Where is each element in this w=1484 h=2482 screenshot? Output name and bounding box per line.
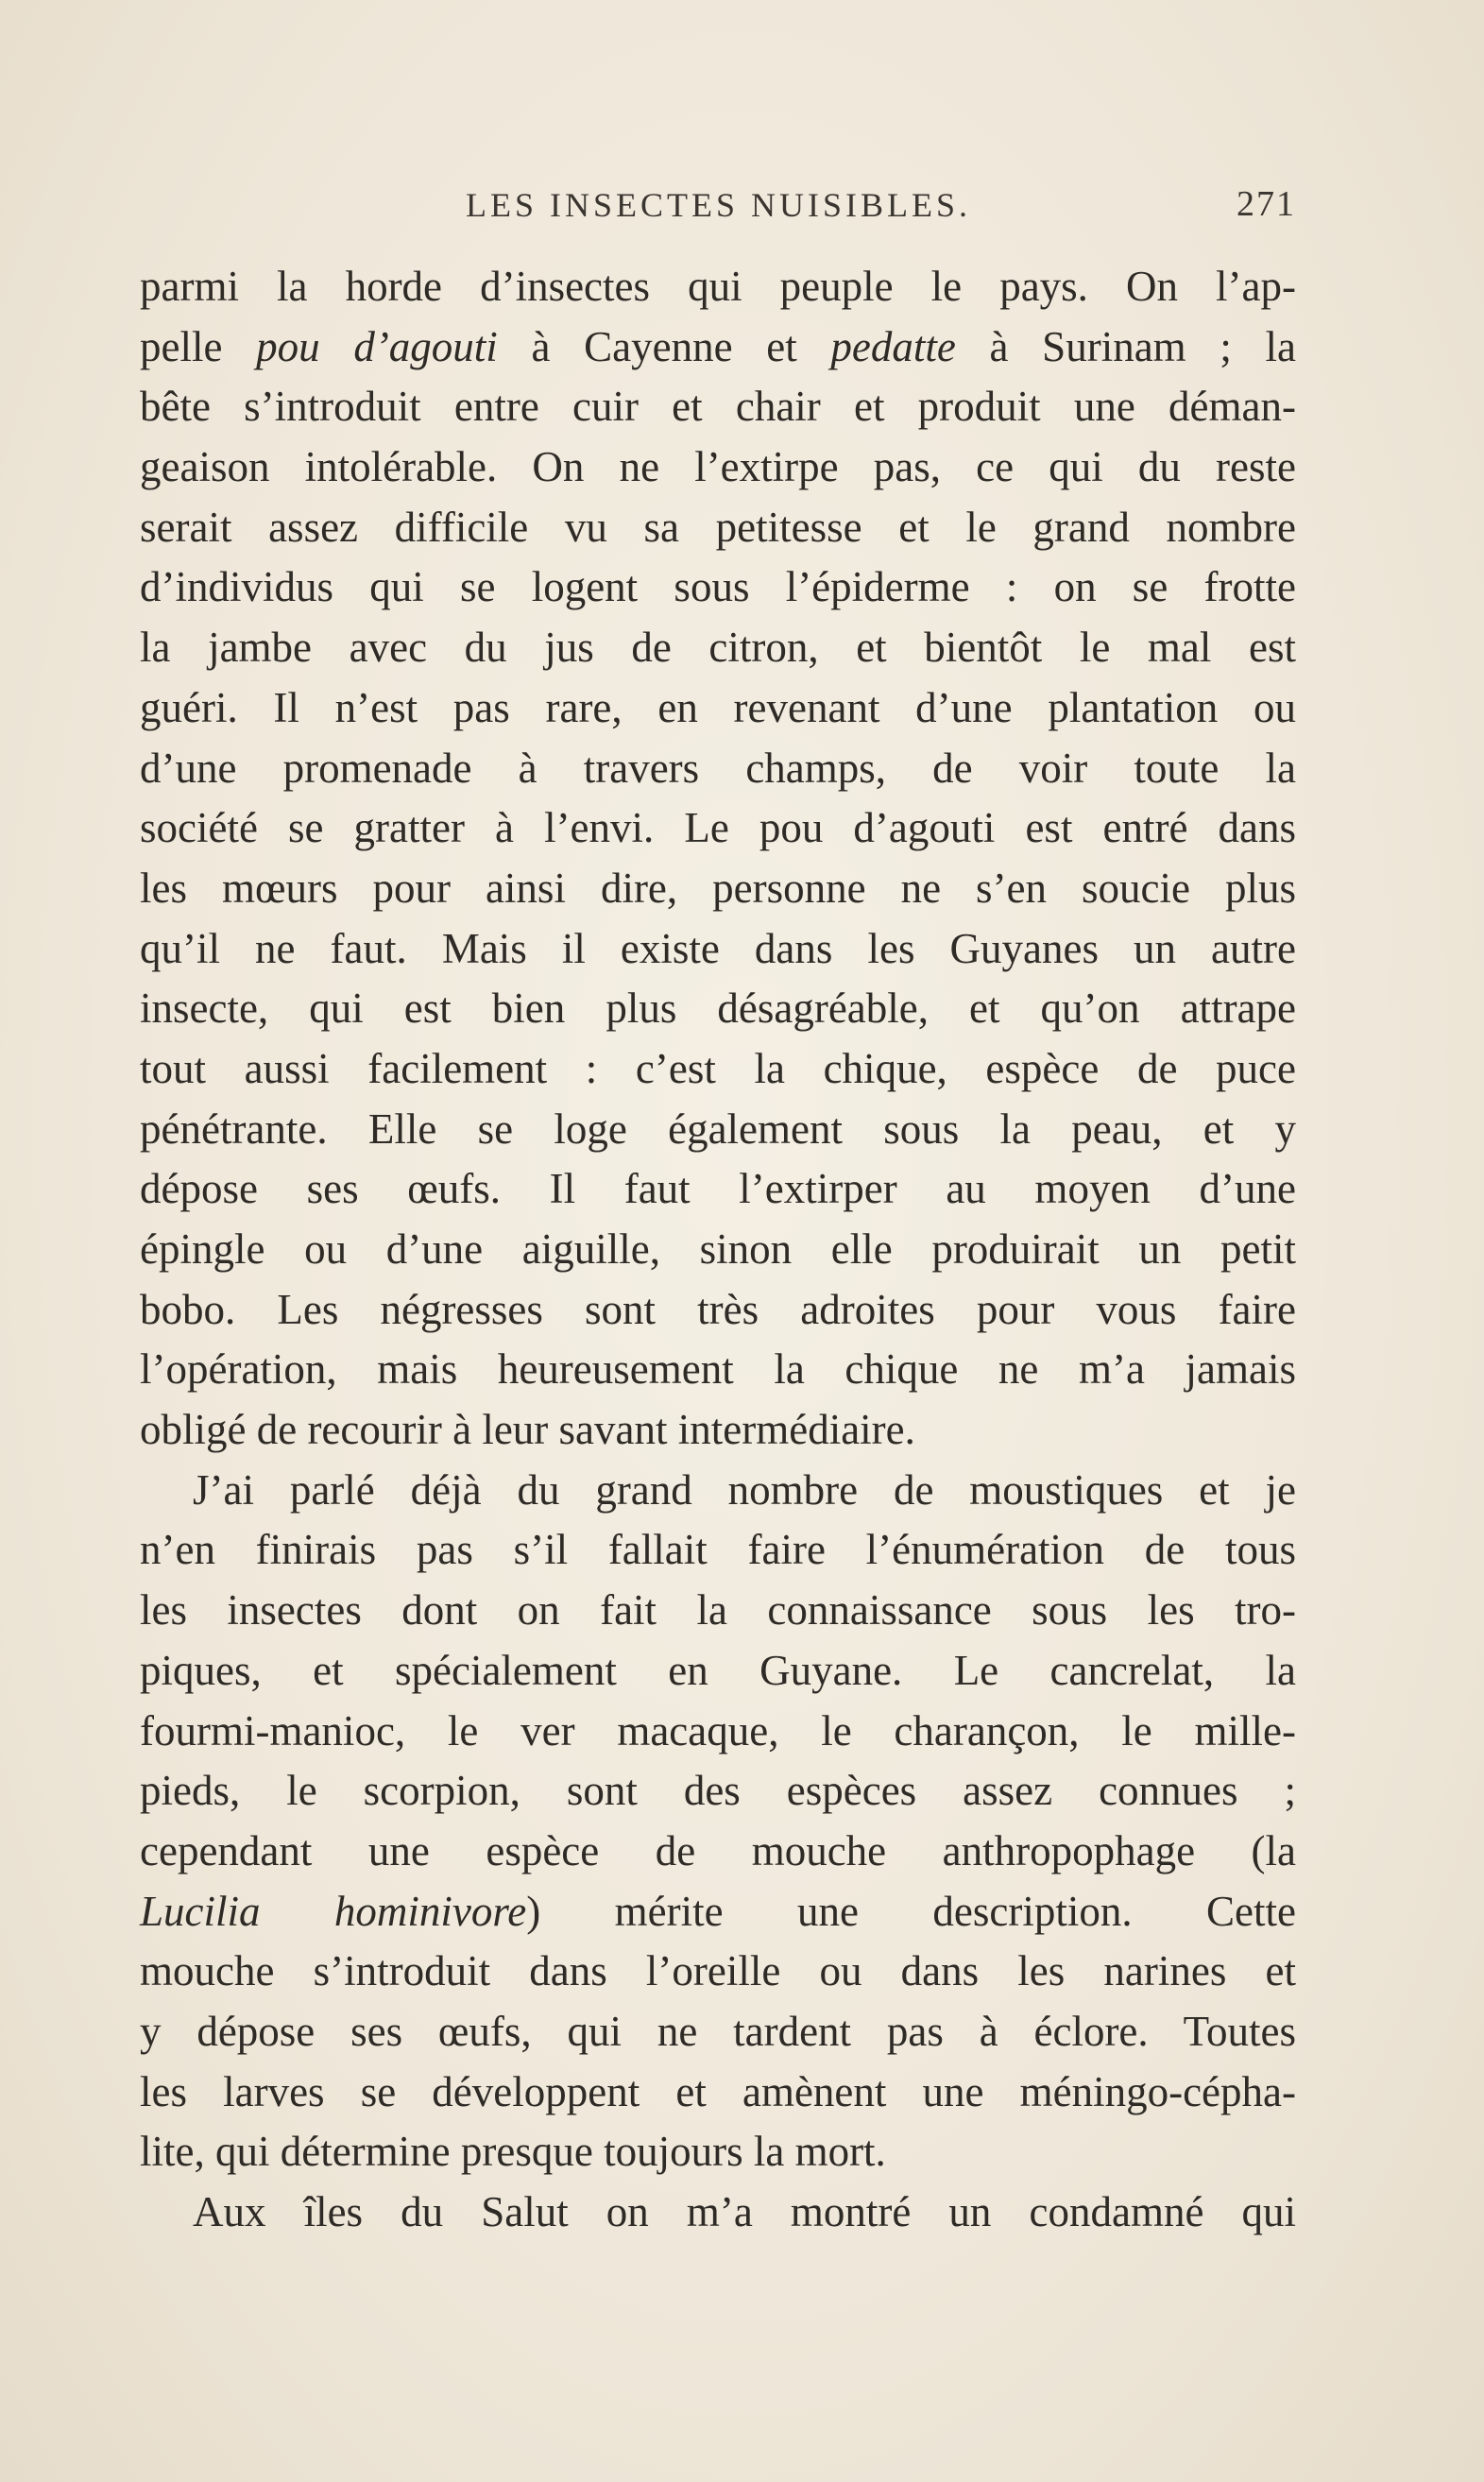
text-segment: à Surinam ; la [955,322,1297,370]
paragraph-last-line: obligé de recourir à leur savant intermédiaire. [140,1406,915,1454]
text-line: bête s’introduit entre cuir et chair et produit une déman- [140,383,1296,431]
text-line: d’individus qui se logent sous l’épiderme : on se frotte [140,563,1296,611]
text-line: cependant une espèce de mouche anthropophage (la [140,1826,1296,1874]
paragraph-first-line: Aux îles du Salut on m’a montré un condamné qui [193,2188,1296,2235]
text-line: mouche s’introduit dans l’oreille ou dans les narines et [140,1947,1296,1995]
text-line: pénétrante. Elle se loge également sous la peau, et y [140,1104,1296,1153]
text-line: les insectes dont on fait la connaissance sous les tro- [140,1586,1296,1635]
text-segment: pelle [140,322,257,370]
italic-term: pou d’agouti [256,322,498,370]
body-text [140,257,1296,2243]
text-line: fourmi-manioc, le ver macaque, le charançon, le mille- [140,1706,1296,1755]
text-line: n’en finirais pas s’il fallait faire l’énumération de tous [140,1526,1296,1574]
paragraph-last-line: lite, qui détermine presque toujours la mort. [140,2128,886,2176]
page-number: 271 [1237,184,1296,224]
text-line: société se gratter à l’envi. Le pou d’agouti est entré dans [140,804,1296,852]
text-line: épingle ou d’une aiguille, sinon elle produirait un petit [140,1225,1296,1273]
text-line: insecte, qui est bien plus désagréable, et qu’on attrape [140,984,1296,1033]
running-title: LES INSECTES NUISIBLES. [466,186,972,224]
text-segment: à Cayenne et [497,322,831,370]
italic-term: Lucilia hominivore [140,1887,527,1935]
text-line: geaison intolérable. On ne l’extirpe pas, ce qui du reste [140,443,1296,491]
text-line [140,1882,1296,1943]
text-line: les mœurs pour ainsi dire, personne ne s’en soucie plus [140,864,1296,912]
text-line: bobo. Les négresses sont très adroites pour vous faire [140,1285,1296,1333]
text-line: pieds, le scorpion, sont des espèces assez connues ; [140,1767,1296,1815]
text-line: serait assez difficile vu sa petitesse et le grand nombre [140,503,1296,551]
text-line: les larves se développent et amènent une méningo-cépha- [140,2067,1296,2115]
text-line: piques, et spécialement en Guyane. Le cancrelat, la [140,1646,1296,1694]
text-line: d’une promenade à travers champs, de voir toute la [140,744,1296,792]
page-header [140,185,1296,242]
text-line: l’opération, mais heureusement la chique ne m’a jamais [140,1345,1296,1394]
text-line: parmi la horde d’insectes qui peuple le pays. On l’ap- [140,263,1296,310]
text-line: y dépose ses œufs, qui ne tardent pas à éclore. Toutes [140,2007,1296,2055]
text-segment: ) mérite une description. Cette [526,1887,1296,1935]
text-line: guéri. Il n’est pas rare, en revenant d’une plantation ou [140,683,1296,731]
text-line [140,317,1296,378]
italic-term: pedatte [830,322,956,370]
text-line: dépose ses œufs. Il faut l’extirper au moyen d’une [140,1165,1296,1213]
paragraph-first-line: J’ai parlé déjà du grand nombre de moustiques et je [193,1465,1296,1514]
text-line: qu’il ne faut. Mais il existe dans les Guyanes un autre [140,924,1296,972]
text-line: tout aussi facilement : c’est la chique, espèce de puce [140,1044,1296,1092]
text-line: la jambe avec du jus de citron, et bientôt le mal est [140,624,1296,672]
